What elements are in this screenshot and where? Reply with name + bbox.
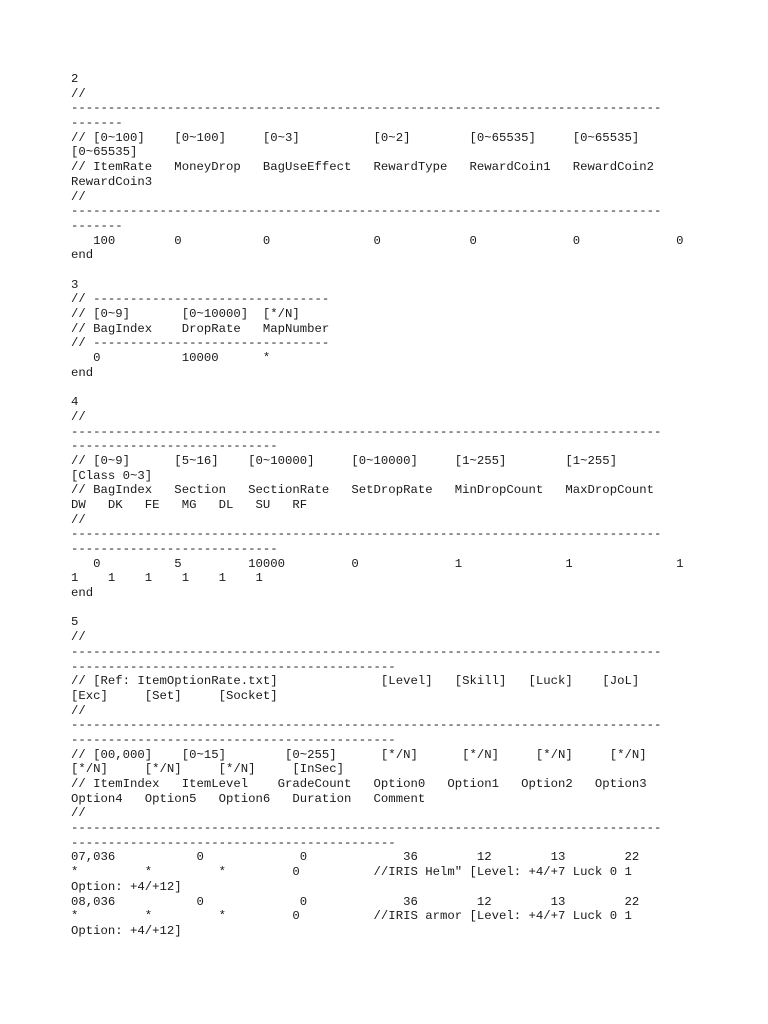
document-line: * * * 0 //IRIS Helm" [Level: +4/+7 Luck 0 1 — [71, 865, 632, 880]
document-line: // — [71, 409, 86, 424]
document-line: 1 1 1 1 1 1 — [71, 571, 263, 586]
document-line: RewardCoin3 — [71, 174, 153, 189]
document-line: [Exc] [Set] [Socket] — [71, 688, 278, 703]
document-line: -------------------------------------------------------------------------------- — [71, 821, 662, 836]
document-line: 2 — [71, 72, 79, 86]
document-line: -------------------------------------------------------------------------------- — [71, 527, 662, 542]
document-line: end — [71, 586, 94, 601]
document-line: // — [71, 806, 86, 821]
document-line: 0 10000 * — [71, 351, 271, 366]
document-line: -------------------------------------------------------------------------------- — [71, 424, 662, 439]
document-line: // [0~9] [5~16] [0~10000] [0~10000] [1~255] [1~255] — [71, 453, 618, 468]
document-line: -------------------------------------------------------------------------------- — [71, 718, 662, 733]
document-line: end — [71, 248, 94, 263]
document-line: // — [71, 189, 86, 204]
document-line: // ItemRate MoneyDrop BagUseEffect RewardType RewardCoin1 RewardCoin2 — [71, 160, 654, 175]
document-line: // — [71, 630, 86, 645]
document-line: // -------------------------------- — [71, 336, 330, 351]
document-line: // ItemIndex ItemLevel GradeCount Option0 Option1 Option2 Option3 — [71, 777, 647, 791]
document-line: [Class 0~3] — [71, 468, 153, 483]
document-line: // [Ref: ItemOptionRate.txt] [Level] [Skill] [Luck] [JoL] — [71, 674, 640, 689]
document-line: // [00,000] [0~15] [0~255] [*/N] [*/N] [*/N] [*/N] — [71, 747, 647, 762]
document-line: // — [71, 512, 86, 527]
document-line: * * * 0 //IRIS armor [Level: +4/+7 Luck 0 1 — [71, 909, 632, 924]
document-line — [71, 380, 711, 395]
document-line: end — [71, 365, 94, 380]
document-line: // — [71, 703, 86, 718]
document-line: ------- — [71, 116, 123, 131]
document-line — [71, 263, 711, 278]
document-line: // -------------------------------- — [71, 292, 330, 307]
document-line: ---------------------------- — [71, 439, 278, 454]
document-line: 07,036 0 0 36 12 13 22 — [71, 850, 640, 865]
document-line: // BagIndex DropRate MapNumber — [71, 321, 330, 336]
document-line: 08,036 0 0 36 12 13 22 — [71, 894, 640, 909]
document-line — [71, 601, 711, 616]
document-line: -------------------------------------------- — [71, 835, 396, 850]
document-line: [*/N] [*/N] [*/N] [InSec] — [71, 762, 345, 777]
document-line: // BagIndex Section SectionRate SetDropRate MinDropCount MaxDropCount — [71, 483, 654, 498]
document-line: -------------------------------------------- — [71, 659, 396, 674]
document-line: Option4 Option5 Option6 Duration Comment — [71, 791, 426, 806]
document-line: [0~65535] — [71, 145, 138, 160]
document-line: // [0~100] [0~100] [0~3] [0~2] [0~65535] [0~65535] — [71, 130, 640, 145]
document-line: ---------------------------- — [71, 542, 278, 556]
document-line: // — [71, 86, 86, 101]
document-line: -------------------------------------------------------------------------------- — [71, 204, 662, 219]
document-line: -------------------------------------------- — [71, 732, 396, 747]
document-body — [71, 72, 711, 939]
document-line: 3 — [71, 277, 79, 292]
document-line: DW DK FE MG DL SU RF — [71, 497, 308, 512]
document-line: 100 0 0 0 0 0 0 — [71, 233, 684, 248]
document-line: -------------------------------------------------------------------------------- — [71, 644, 662, 659]
document-line: 4 — [71, 395, 79, 410]
document-line: Option: +4/+12] — [71, 879, 182, 894]
document-line: 0 5 10000 0 1 1 1 — [71, 556, 684, 571]
document-line: -------------------------------------------------------------------------------- — [71, 101, 662, 116]
document-line: ------- — [71, 218, 123, 233]
document-line: // [0~9] [0~10000] [*/N] — [71, 307, 300, 321]
document-line: Option: +4/+12] — [71, 923, 182, 938]
document-line: 5 — [71, 615, 79, 630]
